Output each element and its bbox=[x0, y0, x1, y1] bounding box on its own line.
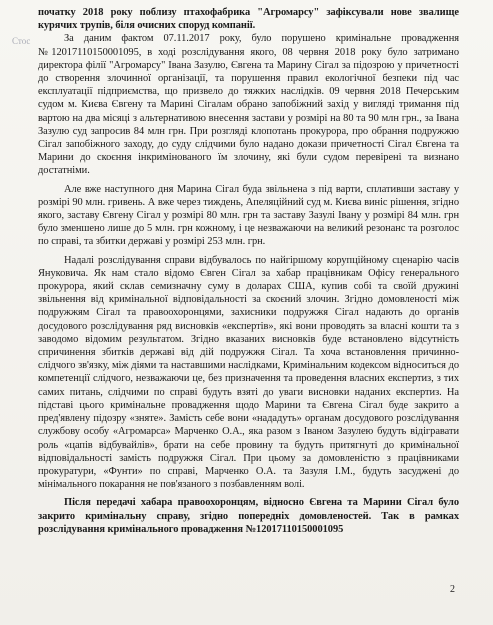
paragraph-bail-release bbox=[38, 183, 459, 249]
paragraph-case-closure bbox=[38, 496, 459, 536]
paragraph-text: Надалі розслідування справи відбувалось по найгіршому корупційному сценарію часів Януковича. Як нам стало відомо Євген Сігал за хабар працівникам Офісу генерального прокурора, який склав семизначну суму в доларах США, купив собі та своїй дружині звільнення від кримінальної відповідальності за скоєний злочин. Згідно домовленості між подружжям Сігал та правоохоронцями, захисники подружжя Сігал надають до органів досудового розслідування ряд висновків «експертів», які вони проводять за власні кошти та з заводомо відомим результатом. Згідно вказаних висновків буде встановлено відсутність спричинення збитків державі від дій подружжя Сігал. Та хоча встановлення причинно-слідчого зв'язку, між діями та наставшими наслідками, Кримінальним кодексом відноситься до компетенції слідчого, незважаючи це, без призначення та проведення власних експертиз, з тих самих питань, слідчими по справі будуть взяті до уваги висновки наданих експертиз. На підставі цього кримінальне провадження щодо Марини та Євгена Сігал буде закрито а пред'явлену підозру «зняте». Замість себе вони «нададуть» органам досудового розслідування службову особу «Агромарса» Марченко О.А., яка разом з Іваном Зазулею будуть відігравати роль «цапів відбувайлів», брати на себе провину та будуть притягнуті до кримінальної відповідальності замість подружжя Сігал. При цьому за домовленістю з працівниками прокуратури, «Фунти» по справі, Марченко О.А. та Зазуля І.М., будуть засуджені до мінімального покарання не пов'язаного з позбавленням волі. bbox=[38, 254, 459, 491]
paragraph-text: Але вже наступного дня Марина Сігал буда звільнена з під варти, сплативши заставу у розмірі 90 млн. гривень. А вже через тиждень, Апеляційний суд м. Києва виніс рішення, згідно якого, заставу Євгену Сігал у розмірі 80 млн. грн та заставу Зазулі Івану у розмірі 84 млн. грн було зменшено лише до 5 млн. грн кожному, і це незважаючи на великий резонанс та розголос по справі, та збитки державі у розмірі 253 млн. грн. bbox=[38, 183, 459, 248]
paragraph-case-opening bbox=[38, 32, 459, 177]
paragraph-intro-fragment bbox=[38, 6, 459, 32]
paragraph-corruption-scenario bbox=[38, 254, 459, 492]
faded-stamp-fragment: Стос bbox=[12, 36, 31, 46]
paragraph-text: За даним фактом 07.11.2017 року, було порушено кримінальне провадження №12017110150001095, в ході розслідування якого, 08 червня 2018 року було затримано директора філії "Агромарсу" Івана Зазулю, Євгена та Марину Сігал за підозрою у причетності до створення злочинної організації, та порушення правил екологічної безпеки під час експлуатації підприємства, що призвело до тяжких наслідків. 09 червня 2018 Печерським судом м. Києва Євгену та Марині Сігалам обрано запобіжний захід у вигляді тримання під вартою на два місяці з альтернативою внесення застави у розмірі на 80 та 90 млн грн., за Івана Зазулю суд запросив 84 млн грн. При розгляді клопотань прокурора, про обрання подружжю Сігал запобіжного заходу, до суду слідчими було надано докази причетності Сігал Євгена та Марини до скоєння інкримінованого їм злочину, які були судом перевірені та визнано достатніми. bbox=[38, 33, 459, 177]
paragraph-text: початку 2018 року поблизу птахофабрика "Агромарсу" зафіксували нове звалище курячих трупів, біля очисних споруд компанії. bbox=[38, 7, 459, 32]
page-number: 2 bbox=[450, 584, 455, 595]
paragraph-text: Після передачі хабара правоохоронцям, відносно Євгена та Марини Сігал було закрито кримінальну справу, згідно попередніх домовленостей. Так в рамках розслідування кримінального провадження №12017110150001095 bbox=[38, 497, 459, 535]
